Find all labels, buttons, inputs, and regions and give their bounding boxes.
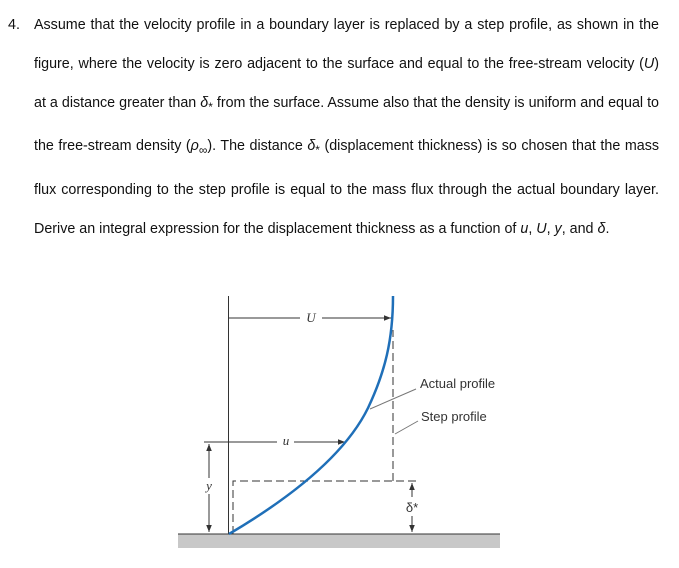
step-profile (233, 330, 418, 534)
text-segment: δ (200, 95, 209, 112)
surface-ground (178, 534, 500, 548)
text-segment: u (520, 220, 529, 237)
actual-profile-label: Actual profile (420, 376, 496, 391)
text-segment: from the surface. Assume also that the density is uniform and equal to the free-stream density ( (34, 95, 659, 155)
delta-star-label: δ* (405, 500, 419, 515)
text-segment: * (208, 100, 213, 115)
text-segment: * (315, 143, 320, 158)
text-segment: (displacement thickness) is so chosen that the mass flux corresponding to the step profile is equal to the mass flux through the actual boundary layer. Derive an integral expression for the displacement thickness as a function of (34, 138, 659, 237)
actual-profile-curve (229, 296, 393, 534)
text-segment: , (528, 220, 537, 237)
text-segment: . (605, 220, 610, 237)
text-segment: , and (561, 220, 598, 237)
text-segment: U (643, 56, 655, 73)
text-segment: U (536, 220, 547, 237)
step-profile-label: Step profile (421, 409, 487, 424)
text-segment: y (554, 220, 562, 237)
text-segment: Assume that the velocity profile in a boundary layer is replaced by a step profile, as shown in the figure, where the velocity is zero adjacent to the surface and equal to the free-stream velocity ( (34, 17, 659, 73)
U-label: U (306, 310, 316, 325)
text-segment: δ (597, 220, 606, 237)
text-segment: , (546, 220, 555, 237)
text-segment: ). The distance (207, 138, 308, 155)
y-label: y (206, 478, 212, 493)
question-number: 4. (8, 17, 20, 33)
text-segment: ) at a distance greater than (34, 56, 659, 112)
text-segment: δ (307, 138, 316, 155)
u-label: u (282, 433, 290, 448)
text-segment: ρ (190, 138, 199, 155)
step-profile-leader (395, 421, 418, 434)
text-segment: ∞ (198, 143, 208, 158)
